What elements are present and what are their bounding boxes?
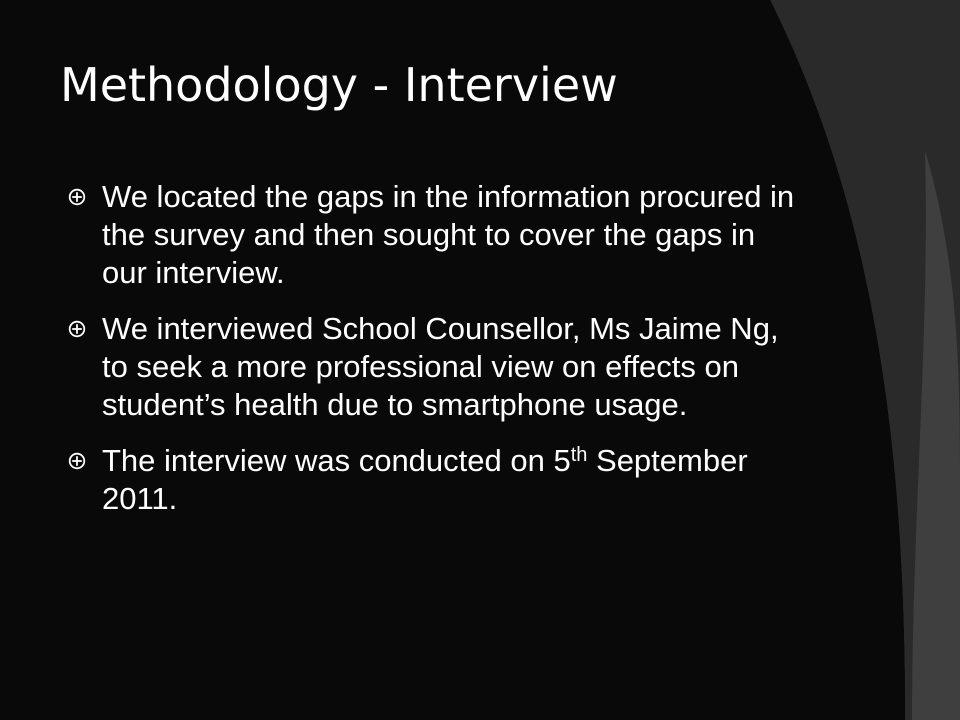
- bullet-text: The interview was conducted on 5: [102, 443, 571, 478]
- bullet-item: [68, 310, 808, 424]
- superscript: th: [570, 444, 588, 466]
- bullet-list: [68, 178, 808, 536]
- bullet-item: [68, 442, 808, 518]
- bullet-item: [68, 178, 808, 292]
- bullet-text-continuation: September 2011.: [102, 443, 748, 516]
- bullet-text: We interviewed School Counsellor, Ms Jaime Ng, to seek a more professional view on effects on student’s health due to smartphone usage.: [102, 311, 779, 422]
- circled-plus-icon: [68, 452, 86, 470]
- circled-plus-icon: [68, 320, 86, 338]
- slide-title: Methodology - Interview: [60, 58, 618, 112]
- bullet-text: We located the gaps in the information procured in the survey and then sought to cover the gaps in our interview.: [102, 179, 795, 290]
- circled-plus-icon: [68, 188, 86, 206]
